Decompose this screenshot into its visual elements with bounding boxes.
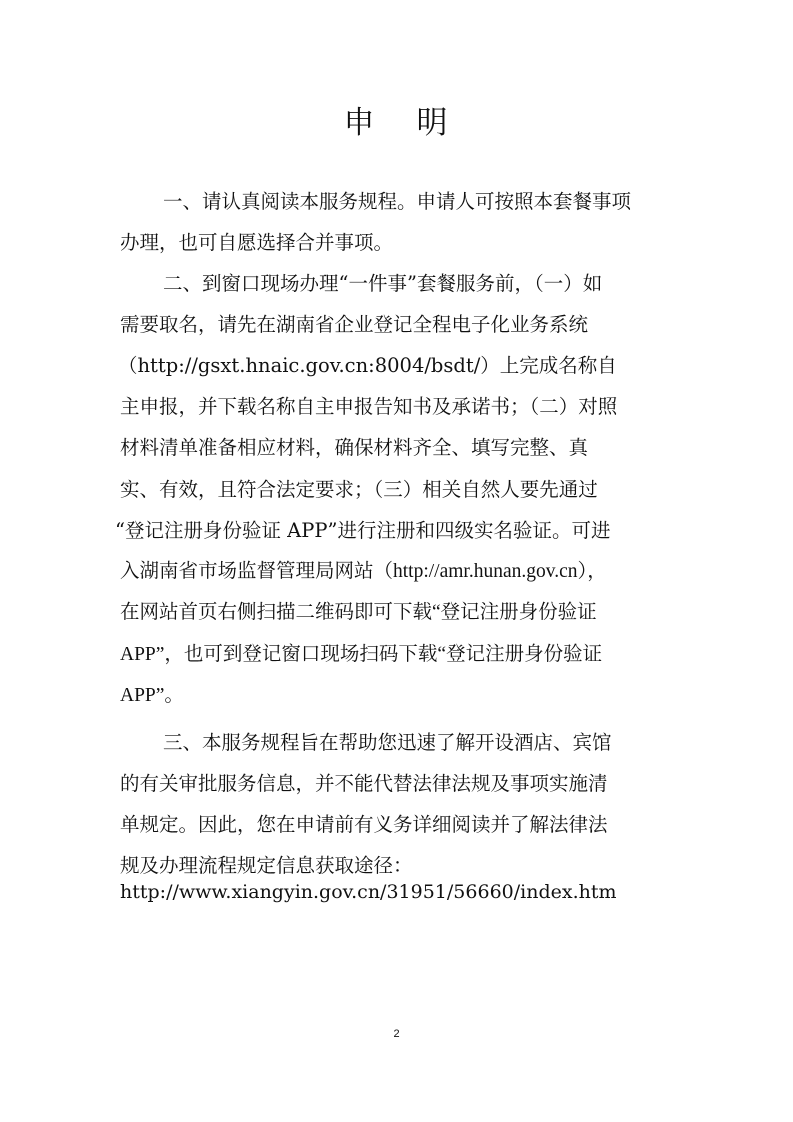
paragraph-2-line-9: 在网站首页右侧扫描二维码即可下载“登记注册身份验证 [120,602,597,623]
paragraph-3-line-3: 单规定。因此，您在申请前有义务详细阅读并了解法律法 [120,813,608,836]
reference-link[interactable]: http://www.xiangyin.gov.cn/31951/56660/index.htm [120,881,617,903]
paragraph-2-line-4: 主申报，并下载名称自主申报告知书及承诺书；（二）对照 [120,395,618,418]
paragraph-2-line-2: 需要取名，请先在湖南省企业登记全程电子化业务系统 [120,313,589,336]
title-char-1: 申 [343,105,377,141]
paragraph-3-line-2: 的有关审批服务信息，并不能代替法律法规及事项实施清 [120,772,608,795]
paragraph-3-line-4: 规及办理流程规定信息获取途径： [120,854,413,877]
paragraph-2-line-8: 入湖南省市场监督管理局网站（http://amr.hunan.gov.cn）， [120,561,607,582]
page-number: 2 [393,1028,400,1040]
title-char-2: 明 [416,105,450,141]
paragraph-2-line-10: APP”，也可到登记窗口现场扫码下载“登记注册身份验证 [120,644,603,665]
page-title [0,97,793,142]
paragraph-1-line-1: 一、请认真阅读本服务规程。申请人可按照本套餐事项 [163,190,632,213]
paragraph-3-line-1: 三、本服务规程旨在帮助您迅速了解开设酒店、宾馆 [163,731,612,754]
paragraph-2-line-11: APP”。 [120,685,184,706]
paragraph-2-line-6: 实、有效，且符合法定要求；（三）相关自然人要先通过 [120,478,598,501]
paragraph-2-line-7: “登记注册身份验证 APP”进行注册和四级实名验证。可进 [115,519,611,542]
paragraph-2-line-1: 二、到窗口现场办理“一件事”套餐服务前，（一）如 [163,272,603,295]
paragraph-2-line-5: 材料清单准备相应材料，确保材料齐全、填写完整、真 [120,436,589,459]
paragraph-1-line-2: 办理，也可自愿选择合并事项。 [120,231,394,254]
paragraph-2-line-3: （http://gsxt.hnaic.gov.cn:8004/bsdt/）上完成名称自 [118,354,617,377]
